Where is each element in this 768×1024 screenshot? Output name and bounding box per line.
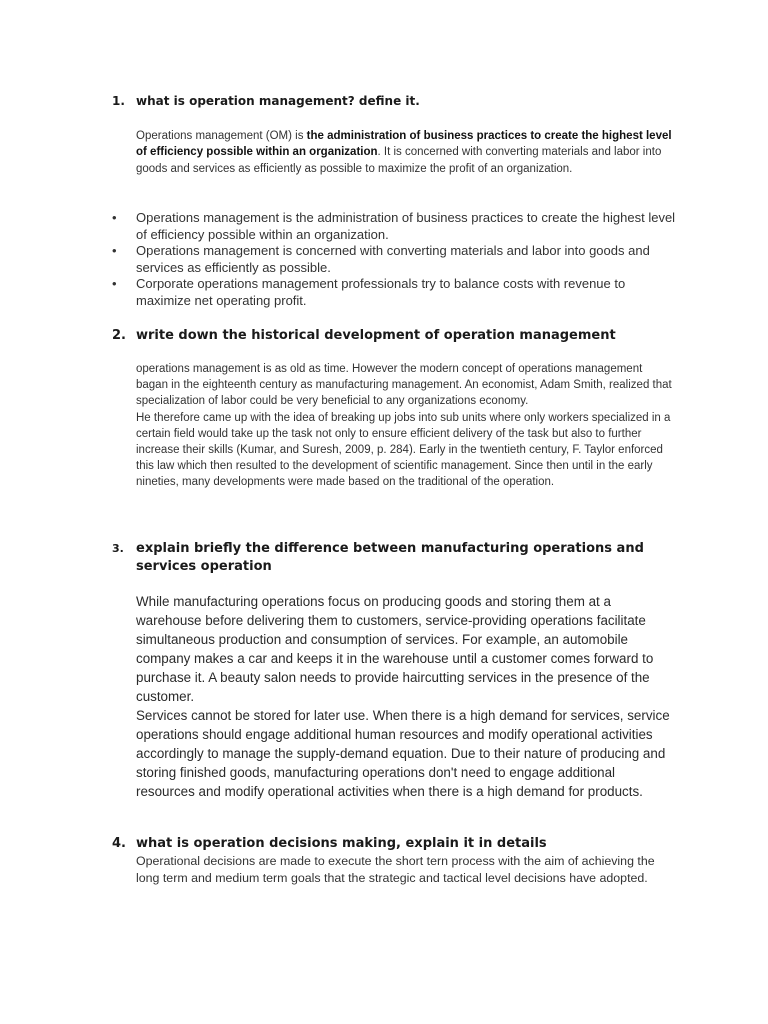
question-2-answer	[136, 361, 676, 491]
bullet-icon: •	[112, 210, 117, 225]
answer-bold-definition: the administration of business practices to create the highest level of efficiency possible within an organization	[136, 130, 672, 159]
bullet-text: Corporate operations management professionals try to balance costs with revenue to maximize net operating profit.	[136, 276, 626, 308]
question-number: 3.	[112, 542, 124, 555]
answer-lead: Operations management (OM) is	[136, 130, 307, 142]
question-number: 2.	[112, 328, 126, 343]
answer-paragraph: Services cannot be stored for later use. When there is a high demand for services, service operations should engage additional human resources and modify operational activities accordingly to manage the supply-demand equation. Due to their nature of producing and storing finished goods, manufacturing operations don't need to engage additional resources and modify operational activities when there is a high demand for products.	[136, 708, 670, 799]
question-text: explain briefly the difference between manufacturing operations and services operation	[136, 541, 644, 574]
answer-paragraph: Operational decisions are made to execute the short tern process with the aim of achieving the long term and medium term goals that the strategic and tactical level decisions have adopted.	[136, 854, 655, 885]
bullet-icon: •	[112, 243, 117, 259]
question-1-heading	[112, 94, 672, 108]
answer-rest: . It is concerned with converting materials and labor into goods and services as efficiently as possible to maximize the profit of an organization.	[136, 146, 662, 175]
answer-paragraph: operations management is as old as time. However the modern concept of operations management bagan in the eighteenth century as manufacturing management. An economist, Adam Smith, realized that specialization of labor could be very beneficial to any organizations economy.	[136, 363, 672, 408]
answer-paragraph: He therefore came up with the idea of breaking up jobs into sub units where only workers specialized in a certain field would take up the task not only to ensure efficient delivery of the task but also to further increase their skills (Kumar, and Suresh, 2009, p. 284). Early in the twentieth century, F. Taylor enforced this law which then resulted to the development of scientific management. Since then until in the early nineties, many developments were made based on the traditional of the operation.	[136, 411, 671, 489]
bullet-text: Operations management is the administration of business practices to create the highest level of efficiency possible within an organization.	[136, 210, 676, 242]
question-number: 4.	[112, 836, 126, 851]
list-item	[112, 243, 682, 276]
question-text: write down the historical development of operation management	[136, 328, 616, 343]
question-2-heading	[112, 328, 672, 343]
bullet-icon: •	[112, 276, 117, 292]
question-1-answer	[136, 128, 676, 177]
question-4-answer	[136, 853, 676, 886]
question-4-heading	[112, 836, 672, 851]
list-item	[112, 210, 682, 243]
question-number: 1.	[112, 94, 125, 108]
question-3-heading	[112, 540, 672, 576]
list-item	[112, 276, 682, 309]
answer-paragraph: While manufacturing operations focus on producing goods and storing them at a warehouse before delivering them to customers, service-providing operations facilitate simultaneous production and consumption of services. For example, an automobile company makes a car and keeps it in the warehouse until a customer comes forward to purchase it. A beauty salon needs to provide haircutting services in the presence of the customer.	[136, 594, 654, 704]
answer-paragraph	[136, 128, 676, 177]
question-text: what is operation decisions making, explain it in details	[136, 836, 547, 851]
bullet-text: Operations management is concerned with converting materials and labor into goods and services as efficiently as possible.	[136, 243, 650, 275]
question-text: what is operation management? define it.	[136, 94, 420, 108]
bullet-list	[112, 210, 682, 310]
question-3-answer	[136, 592, 676, 801]
